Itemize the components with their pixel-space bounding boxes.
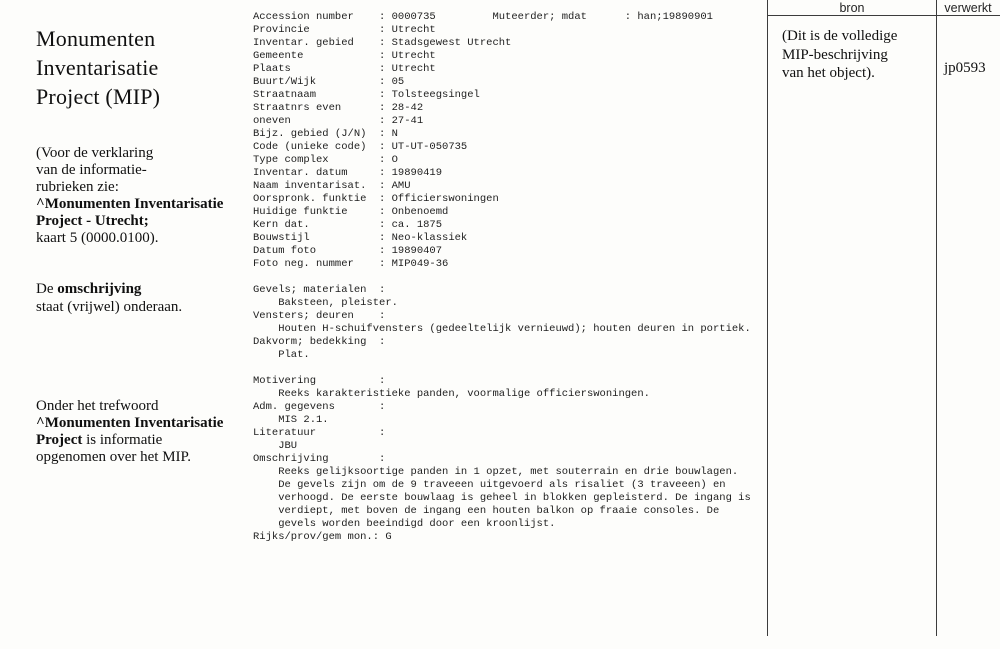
text-segment: ^Monumenten Inventarisatie — [36, 196, 224, 212]
record-line: Datum foto : 19890407 — [253, 245, 443, 257]
text-segment: rubrieken zie: — [36, 179, 119, 195]
left-annotation-column — [36, 0, 251, 649]
note-trefwoord — [36, 398, 223, 466]
note-line — [36, 415, 223, 432]
text-segment: ^Monumenten Inventarisatie — [36, 415, 224, 431]
text-segment: Onder het trefwoord — [36, 398, 159, 414]
bron-note-line: van het object). — [782, 65, 875, 81]
record-line: Motivering : — [253, 375, 386, 387]
note-line — [36, 298, 182, 316]
note-line — [36, 196, 223, 213]
record-line: Omschrijving : — [253, 453, 386, 465]
note-line — [36, 145, 223, 162]
record-line: Plat. — [253, 349, 310, 361]
page-title — [36, 24, 160, 111]
text-segment: Project — [36, 432, 83, 448]
note-line — [36, 230, 223, 247]
record-line: Baksteen, pleister. — [253, 297, 398, 309]
record-line: Inventar. gebied : Stadsgewest Utrecht — [253, 37, 512, 49]
record-line: Literatuur : — [253, 427, 386, 439]
text-segment: omschrijving — [57, 281, 142, 297]
record-line: verdiept, met boven de ingang een houten balkon op fraaie consoles. De — [253, 505, 720, 517]
record-line: Gevels; materialen : — [253, 284, 386, 296]
record-line: Provincie : Utrecht — [253, 24, 436, 36]
record-line: Code (unieke code) : UT-UT-050735 — [253, 141, 468, 153]
verwerkt-value: jp0593 — [944, 60, 986, 76]
record-line: Rijks/prov/gem mon.: G — [253, 531, 392, 543]
column-header-bron: bron — [839, 1, 865, 15]
text-segment: Project - Utrecht; — [36, 213, 149, 229]
note-line — [36, 280, 182, 298]
table-border-left — [767, 0, 768, 636]
record-line: Plaats : Utrecht — [253, 63, 436, 75]
record-line: Gemeente : Utrecht — [253, 50, 436, 62]
column-header-verwerkt: verwerkt — [944, 1, 992, 15]
note-verklaring — [36, 145, 223, 247]
note-line — [36, 398, 223, 415]
record-line: Buurt/Wijk : 05 — [253, 76, 405, 88]
record-line: Kern dat. : ca. 1875 — [253, 219, 443, 231]
record-line — [253, 271, 751, 284]
record-line: De gevels zijn om de 9 traveeen uitgevoerd als risaliet (3 traveeen) en — [253, 479, 726, 491]
record-line: Huidige funktie : Onbenoemd — [253, 206, 449, 218]
table-header-rule — [767, 15, 1000, 16]
text-segment: staat (vrijwel) onderaan. — [36, 299, 183, 315]
table-column-divider — [936, 0, 937, 636]
record-line: verhoogd. De eerste bouwlaag is geheel in blokken gepleisterd. De ingang is — [253, 492, 751, 504]
note-line — [36, 179, 223, 196]
text-segment: (Voor de verklaring — [36, 145, 154, 161]
record-line: Reeks karakteristieke panden, voormalige officierswoningen. — [253, 388, 650, 400]
record-line: Houten H-schuifvensters (gedeeltelijk vernieuwd); houten deuren in portiek. — [253, 323, 751, 335]
text-segment: opgenomen over het MIP. — [36, 449, 191, 465]
record-line: Inventar. datum : 19890419 — [253, 167, 443, 179]
mip-record-printout — [253, 11, 751, 544]
record-line: Type complex : O — [253, 154, 398, 166]
text-segment: kaart 5 (0000.0100). — [36, 230, 159, 246]
note-omschrijving — [36, 280, 182, 316]
record-line: Adm. gegevens : — [253, 401, 386, 413]
record-line: gevels worden beeindigd door een kroonlijst. — [253, 518, 556, 530]
record-line — [253, 362, 751, 375]
record-line: oneven : 27-41 — [253, 115, 424, 127]
note-line — [36, 213, 223, 230]
page-title-line: Project (MIP) — [36, 84, 161, 109]
bron-note — [782, 27, 897, 83]
record-line: Oorspronk. funktie : Officierswoningen — [253, 193, 499, 205]
record-line: MIS 2.1. — [253, 414, 329, 426]
record-line: Foto neg. nummer : MIP049-36 — [253, 258, 449, 270]
record-line: Reeks gelijksoortige panden in 1 opzet, met souterrain en drie bouwlagen. — [253, 466, 739, 478]
record-line: Vensters; deuren : — [253, 310, 386, 322]
record-line: Bijz. gebied (J/N) : N — [253, 128, 398, 140]
page-title-line: Monumenten — [36, 26, 156, 51]
bron-note-line: MIP-beschrijving — [782, 46, 888, 63]
record-line: Bouwstijl : Neo-klassiek — [253, 232, 468, 244]
note-line — [36, 162, 223, 179]
bron-note-line: (Dit is de volledige — [782, 28, 898, 44]
record-line: Accession number : 0000735 Muteerder; mdat : han;19890901 — [253, 11, 713, 23]
text-segment: van de informatie- — [36, 162, 147, 178]
record-line: Straatnaam : Tolsteegsingel — [253, 89, 480, 101]
record-line: JBU — [253, 440, 298, 452]
record-line: Naam inventarisat. : AMU — [253, 180, 411, 192]
text-segment: De — [36, 281, 58, 297]
record-line: Dakvorm; bedekking : — [253, 336, 386, 348]
record-line: Straatnrs even : 28-42 — [253, 102, 424, 114]
page-title-line: Inventarisatie — [36, 55, 159, 80]
note-line — [36, 449, 223, 466]
note-line — [36, 432, 223, 449]
text-segment: is informatie — [82, 432, 163, 448]
